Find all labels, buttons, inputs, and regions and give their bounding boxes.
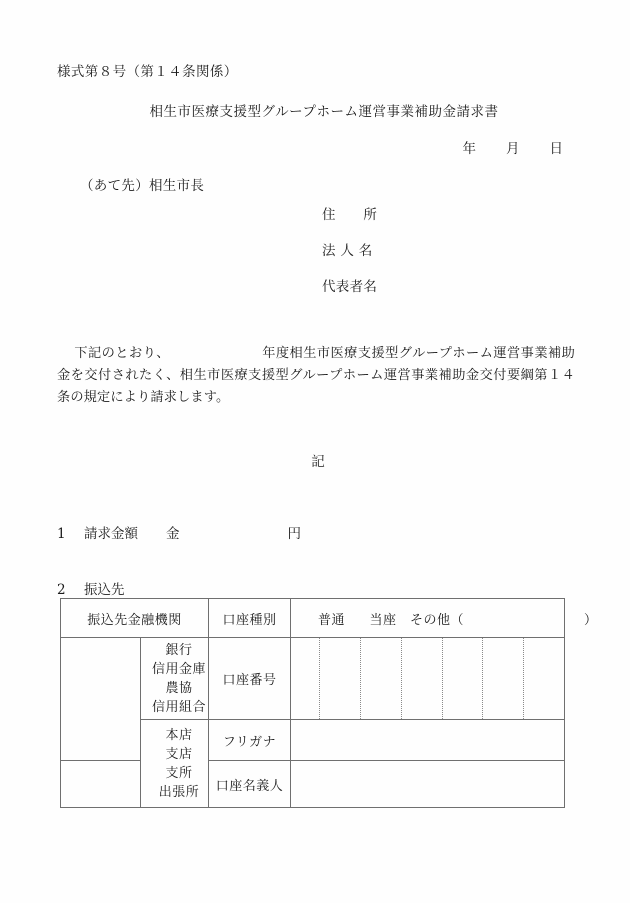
other-close-paren: ） <box>584 612 598 628</box>
account-kind-option-current[interactable]: 当座 <box>369 612 397 628</box>
kana-value[interactable] <box>291 720 565 761</box>
account-kind-label: 口座種別 <box>209 599 291 638</box>
bank-name-input-cell[interactable] <box>61 638 141 761</box>
ki-marker: 記 <box>311 454 325 470</box>
claim-amount-line <box>57 522 301 542</box>
claim-amount-label: 請求金額 <box>84 526 138 542</box>
bank-type-bank[interactable]: 銀行 <box>165 642 193 658</box>
currency-prefix: 金 <box>166 526 180 542</box>
document-title: 相生市医療支援型グループホーム運営事業補助金請求書 <box>149 104 499 120</box>
applicant-representative-row <box>322 275 377 311</box>
applicant-address-label: 住 所 <box>322 207 378 223</box>
table-row <box>61 599 565 638</box>
body-continuation-text: 年度相生市医療支援型グループホーム運営事業補助金を交付されたく、相生市医療支援型グループホーム運営事業補助金交付要綱第１４条の規定により請求します。 <box>57 346 575 405</box>
table-row <box>61 638 565 720</box>
applicant-corporation-label: 法 人 名 <box>322 243 373 259</box>
branch-type-options[interactable] <box>141 720 209 808</box>
account-holder-value[interactable] <box>291 761 565 808</box>
date-day-label: 日 <box>549 141 563 157</box>
account-kind-value <box>291 599 598 638</box>
account-kind-option-other[interactable]: その他 <box>410 612 451 628</box>
claim-amount-number: 1 <box>57 526 66 542</box>
form-number: 様式第８号（第１４条関係） <box>57 64 238 80</box>
applicant-address-row <box>322 203 377 239</box>
bank-details-table-wrapper <box>60 598 598 808</box>
branch-type-sub-office[interactable]: 支所 <box>165 765 193 781</box>
account-kind-option-ordinary[interactable]: 普通 <box>318 612 346 628</box>
applicant-representative-label: 代表者名 <box>322 279 378 295</box>
bank-details-table <box>60 598 598 808</box>
date-month-label: 月 <box>506 141 520 157</box>
currency-suffix: 円 <box>287 526 301 542</box>
account-number-value[interactable] <box>291 638 565 720</box>
body-paragraph <box>57 343 575 409</box>
applicant-block <box>322 203 377 311</box>
branch-name-input-cell[interactable] <box>61 761 141 808</box>
digit-slot[interactable] <box>291 638 320 719</box>
digit-slot[interactable] <box>483 638 524 719</box>
branch-type-head-office[interactable]: 本店 <box>165 727 193 743</box>
account-number-label: 口座番号 <box>209 638 291 720</box>
branch-type-field-office[interactable]: 出張所 <box>158 784 200 800</box>
date-line <box>463 137 564 157</box>
account-holder-label: 口座名義人 <box>209 761 291 808</box>
applicant-corporation-row <box>322 239 377 275</box>
transfer-number: 2 <box>57 582 66 598</box>
body-lead-text: 下記のとおり、 <box>74 346 170 361</box>
digit-slot[interactable] <box>361 638 402 719</box>
kana-label: フリガナ <box>209 720 291 761</box>
transfer-label: 振込先 <box>84 582 125 598</box>
digit-slot[interactable] <box>320 638 361 719</box>
bank-type-shinkin[interactable]: 信用金庫 <box>152 661 207 677</box>
bank-institution-header: 振込先金融機関 <box>61 599 209 638</box>
digit-slot[interactable] <box>402 638 443 719</box>
bank-type-shinkumi[interactable]: 信用組合 <box>152 699 207 715</box>
table-row <box>61 761 565 808</box>
account-number-digit-grid <box>291 638 564 719</box>
bank-type-options[interactable] <box>141 638 209 720</box>
digit-slot[interactable] <box>524 638 564 719</box>
date-year-label: 年 <box>462 141 476 157</box>
branch-type-branch[interactable]: 支店 <box>165 746 193 762</box>
transfer-destination-line <box>57 578 125 598</box>
bank-type-nokyo[interactable]: 農協 <box>165 680 193 696</box>
addressee-line: （あて先）相生市長 <box>80 178 205 194</box>
other-open-paren: （ <box>450 612 465 628</box>
digit-slot[interactable] <box>443 638 484 719</box>
